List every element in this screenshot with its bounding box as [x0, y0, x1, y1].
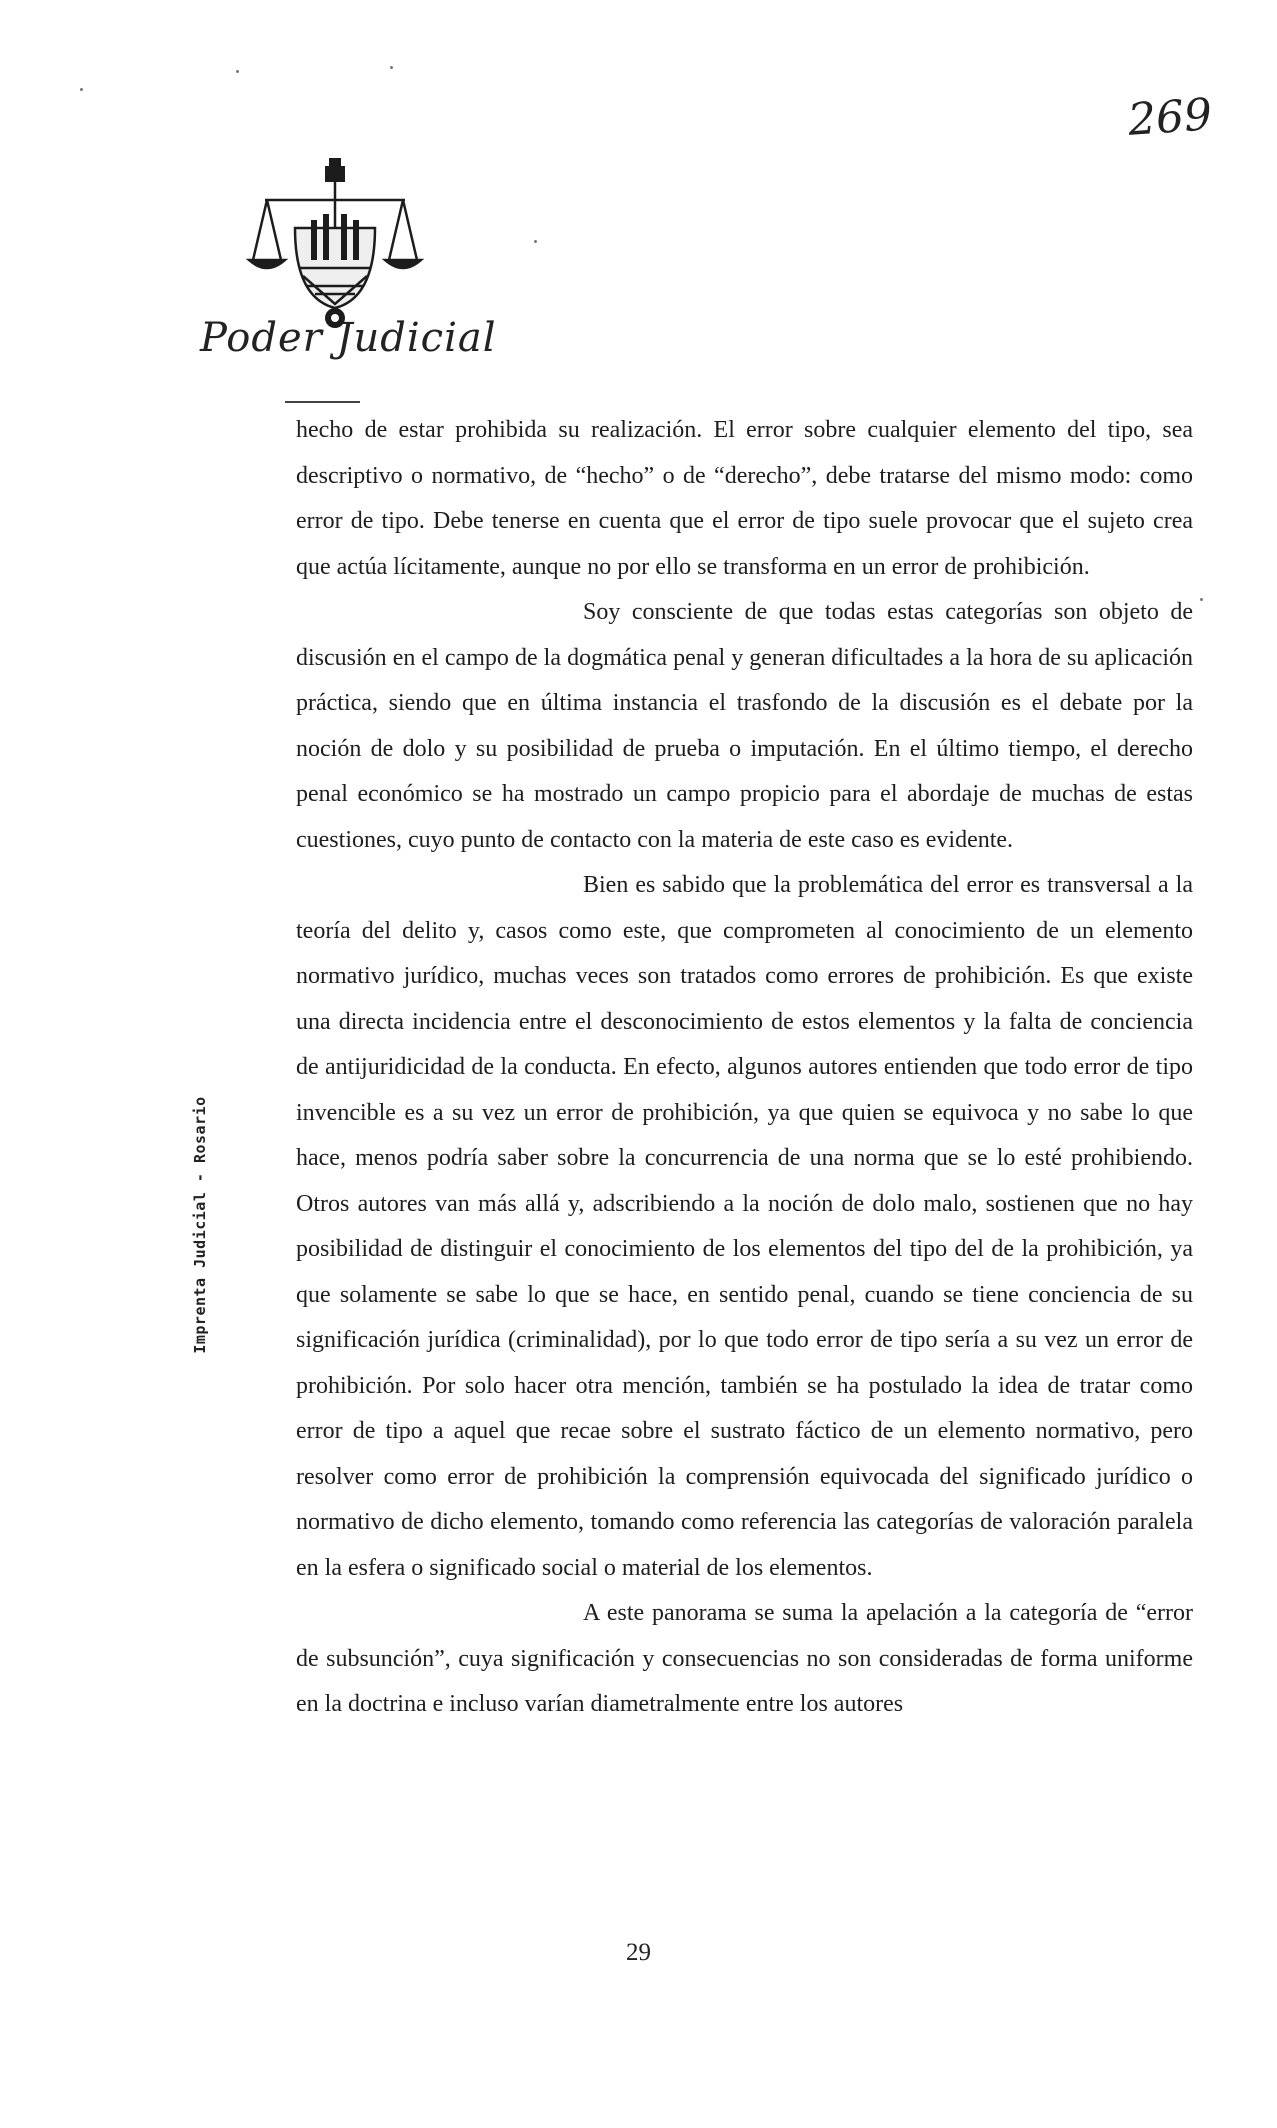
margin-imprint: Imprenta Judicial - Rosario [191, 1096, 209, 1354]
document-body [296, 408, 1193, 1728]
judicial-emblem-icon [245, 158, 425, 333]
scan-speck [80, 88, 83, 91]
scan-speck [236, 70, 239, 73]
scan-speck [534, 240, 537, 243]
institution-wordmark: Poder Judicial [200, 315, 497, 361]
paragraph: A este panorama se suma la apelación a la categoría de “error de subsunción”, cuya significación y consecuencias no son consideradas de forma uniforme en la doctrina e incluso varían diametralmente entre los autores [296, 1600, 1193, 1717]
folio-number: 269 [1126, 89, 1214, 146]
paragraph: hecho de estar prohibida su realización. El error sobre cualquier elemento del tipo, sea descriptivo o normativo, de “hecho” o de “derecho”, debe tratarse del mismo modo: como error de tipo. Debe tenerse en cuenta que el error de tipo suele provocar que el sujeto crea que actúa lícitamente, aunque no por ello se transforma en un error de prohibición. [296, 417, 1193, 580]
scan-speck [1200, 598, 1203, 601]
paragraph: Soy consciente de que todas estas categorías son objeto de discusión en el campo de la dogmática penal y generan dificultades a la hora de su aplicación práctica, siendo que en última instancia el trasfondo de la discusión es el debate por la noción de dolo y su posibilidad de prueba o imputación. En el último tiempo, el derecho penal económico se ha mostrado un campo propicio para el abordaje de muchas de estas cuestiones, cuyo punto de contacto con la materia de este caso es evidente. [296, 599, 1193, 853]
wordmark-underline [285, 401, 360, 403]
paragraph: Bien es sabido que la problemática del error es transversal a la teoría del delito y, casos como este, que comprometen al conocimiento de un elemento normativo jurídico, muchas veces son tratados como errores de prohibición. Es que existe una directa incidencia entre el desconocimiento de estos elementos y la falta de conciencia de antijuridicidad de la conducta. En efecto, algunos autores entienden que todo error de tipo invencible es a su vez un error de prohibición, ya que quien se equivoca y no sabe lo que hace, menos podría saber sobre la concurrencia de una norma que se lo esté prohibiendo. Otros autores van más allá y, adscribiendo a la noción de dolo malo, sostienen que no hay posibilidad de distinguir el conocimiento de los elementos del tipo del de la prohibición, ya que solamente se sabe lo que se hace, en sentido penal, cuando se tiene conciencia de su significación jurídica (criminalidad), por lo que todo error de tipo sería a su vez un error de prohibición. Por solo hacer otra mención, también se ha postulado la idea de tratar como error de tipo a aquel que recae sobre el sustrato fáctico de un elemento normativo, pero resolver como error de prohibición la comprensión equivocada del significado jurídico o normativo de dicho elemento, tomando como referencia las categorías de valoración paralela en la esfera o significado social o material de los elementos. [296, 872, 1193, 1581]
scan-speck [390, 66, 393, 69]
page-number: 29 [626, 1939, 651, 1966]
